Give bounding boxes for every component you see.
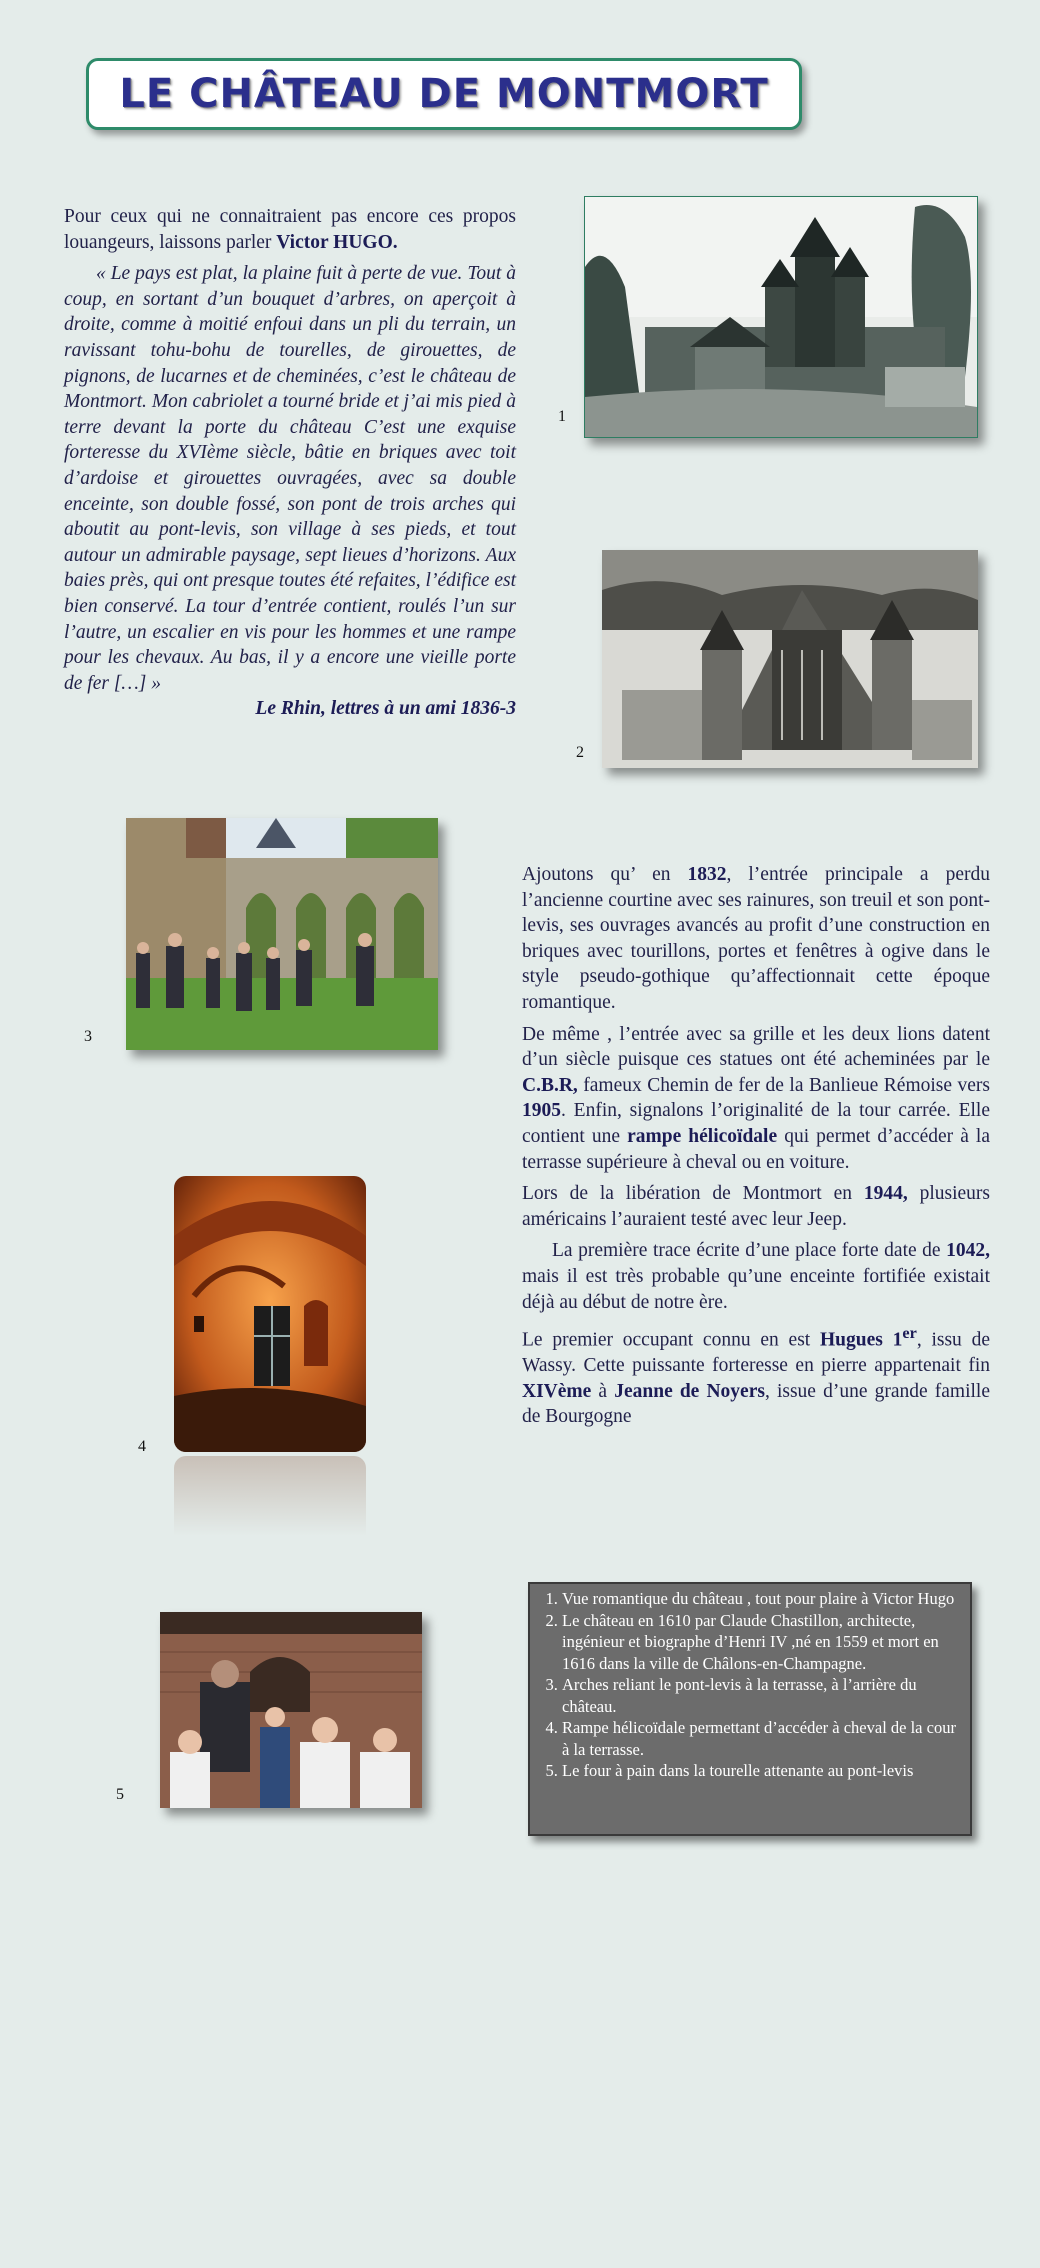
text-run: qui permet d’accéder à la terrasse supérieure à cheval ou en voiture. [522,1125,990,1173]
figure-number-4: 4 [138,1438,146,1455]
text-run: Lors de la libération de Montmort en [522,1183,864,1205]
history-paragraph-5 [522,1321,990,1430]
text-run: , l’entrée principale a perdu l’ancienne courtine avec ses rainures, son treuil et son pont-levis, ses ouvrages avancés au profit d’une construction en briques avec tourillons, portes et fenêtres à ogive dans le style pseudo-gothique qu’affectionnait cette époque romantique. [522,864,990,1013]
caption-item-2: 2. Le château en 1610 par Claude Chastillon, architecte, ingénieur et biographe d’Henri IV ,né en 1559 et mort en 1616 dans la ville de Châlons-en-Champagne. [562,1610,962,1675]
captions-box [528,1582,972,1836]
history-column [522,862,990,1430]
text-run: à [591,1380,615,1402]
text-run: Le premier occupant connu en est [522,1329,820,1351]
arches-photo [126,818,438,1050]
hugo-quote: « Le pays est plat, la plaine fuit à perte de vue. Tout à coup, en sortant d’un bouquet d’arbres, on aperçoit à droite, comme à moitié enfoui dans un pli du terrain, un ravissant tohu-bohu de tourelles, de girouettes, de pignons, de lucarnes et de cheminées, c’est le château de Montmort. Mon cabriolet a tourné bride et j’ai mis pied à terre devant la porte du château C’est une exquise forteresse du XVIème siècle, bâtie en briques avec toit d’ardoise et girouettes ouvragées, avec sa double enceinte, son double fossé, son pont de trois arches qui aboutit au pont-levis, son village à ses pieds, et tout autour un admirable paysage, sept lieues d’horizons. Aux baies près, qui ont presque toutes été refaites, l’édifice est bien conservé. La tour d’entrée contient, roulés l’un sur l’autre, un escalier en vis pour les hommes et une rampe pour les chevaux. Au bas, il y a encore une vieille porte de fer […] » [64,263,516,694]
ramp-term: rampe hélicoïdale [627,1125,778,1147]
caption-item-4: 4. Rampe hélicoïdale permettant d’accéder à cheval de la cour à la terrasse. [562,1717,962,1760]
text-run: Ajoutons qu’ en [522,864,688,885]
figure-number-1: 1 [558,408,566,425]
text-run: , issu de Wassy. Cette puissante forteresse en pierre appartenait fin [522,1329,990,1377]
page-title: LE CHÂTEAU DE MONTMORT [119,71,769,117]
figure-number-2: 2 [576,744,584,761]
captions-list [530,1588,962,1782]
chastillon-engraving-image [602,550,978,768]
ordinal-suffix: er [902,1324,917,1343]
title-box [86,58,802,130]
castle-engraving-image [584,196,978,438]
caption-item-5: 5. Le four à pain dans la tourelle attenante au pont-levis [562,1760,962,1782]
ramp-photo [174,1176,366,1452]
intro-paragraph [64,204,516,255]
history-paragraph-1 [522,862,990,1016]
caption-item-3: 3. Arches reliant le pont-levis à la terrasse, à l’arrière du château. [562,1674,962,1717]
quote-source: Le Rhin, lettres à un ami 1836-3 [255,698,516,720]
date-1944: 1944, [863,1183,908,1205]
author-name: Victor HUGO. [276,231,398,253]
century-term: XIVème [522,1380,592,1402]
text-run: mais il est très probable qu’une enceinte fortifiée existait déjà au début de notre ère. [522,1265,990,1313]
jeanne-name: Jeanne de Noyers [614,1380,765,1402]
history-paragraph-3 [522,1181,990,1232]
caption-item-1: 1. Vue romantique du château , tout pour plaire à Victor Hugo [562,1588,962,1610]
intro-column [64,204,516,722]
text-run: , issue d’une grande famille de Bourgogne [522,1380,990,1428]
text-run: De même , l’entrée avec sa grille et les deux lions datent d’un siècle puisque ces statues ont été acheminées par le [522,1023,990,1071]
ramp-photo-reflection [174,1456,366,1536]
history-paragraph-2 [522,1022,990,1176]
date-1042: 1042, [946,1240,990,1262]
text-run: fameux Chemin de fer de la Banlieue Rémoise vers [577,1074,990,1096]
bread-oven-photo [160,1612,422,1808]
figure-number-5: 5 [116,1786,124,1803]
history-paragraph-4 [522,1238,990,1315]
text-run: plusieurs américains l’auraient testé avec leur Jeep. [522,1183,990,1230]
figure-number-3: 3 [84,1028,92,1045]
text-run: . Enfin, signalons l’originalité de la tour carrée. Elle contient une [522,1100,990,1147]
date-1905: 1905 [522,1100,561,1122]
cbr-term: C.B.R, [522,1074,578,1096]
date-1832: 1832 [687,864,727,885]
text-run: La première trace écrite d’une place forte date de [552,1240,947,1262]
hugues-name: Hugues 1 [819,1329,903,1351]
intro-text: Pour ceux qui ne connaitraient pas encore ces propos louangeurs, laissons parler [64,206,516,253]
